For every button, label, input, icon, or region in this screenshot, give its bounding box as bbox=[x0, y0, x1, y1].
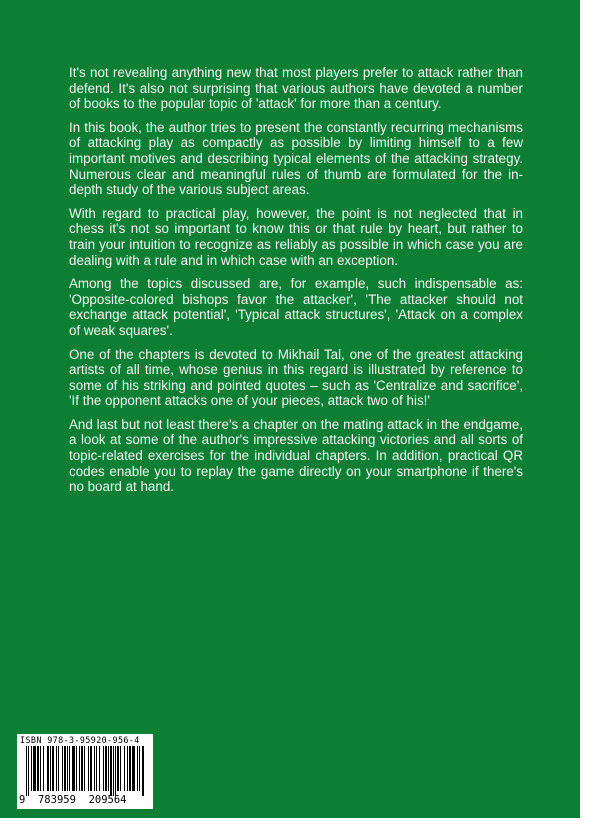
barcode-bar bbox=[110, 746, 112, 796]
barcode-bar bbox=[37, 746, 39, 791]
barcode-bar bbox=[103, 746, 104, 791]
barcode-bar bbox=[124, 746, 125, 791]
barcode-bar bbox=[67, 746, 68, 791]
barcode-bar bbox=[58, 746, 59, 791]
barcode-bar bbox=[64, 746, 66, 791]
barcode-bar bbox=[62, 746, 63, 791]
barcode-bar bbox=[69, 746, 70, 791]
barcode-bar bbox=[79, 746, 80, 791]
barcode-bar bbox=[117, 746, 119, 791]
ean-digit-first: 9 bbox=[19, 794, 26, 806]
page-margin-right bbox=[580, 0, 591, 827]
barcode-bar bbox=[72, 746, 75, 791]
barcode-bar bbox=[120, 746, 121, 791]
barcode-bar bbox=[94, 746, 95, 791]
barcode-bar bbox=[129, 746, 131, 791]
barcode-bar bbox=[105, 746, 107, 791]
blurb-paragraph-1: It's not revealing anything new that most players prefer to attack rather than defend. It's also not surprising that various authors have devoted a number of books to the popular topic of 'attack' for more than a century. bbox=[69, 65, 523, 112]
barcode-bar bbox=[108, 746, 109, 791]
ean-digits-right: 209564 bbox=[88, 794, 127, 806]
barcode-bar bbox=[139, 746, 140, 791]
barcode-bar bbox=[26, 746, 27, 796]
barcode-bar bbox=[81, 746, 83, 791]
barcode-bar bbox=[28, 746, 29, 796]
barcode-bar bbox=[52, 746, 54, 791]
barcode-bar bbox=[43, 746, 44, 791]
barcode-bar bbox=[31, 746, 32, 791]
barcode-bar bbox=[99, 746, 100, 791]
barcode-bar bbox=[47, 746, 49, 791]
barcode-bar bbox=[33, 746, 36, 791]
barcode-bar bbox=[90, 746, 92, 791]
barcode-bar bbox=[142, 746, 144, 796]
ean-digits-left: 783959 bbox=[37, 794, 76, 806]
blurb-paragraph-3: With regard to practical play, however, the point is not neglected that in chess it's not so important to know this or that rule by heart, but rather to train your intuition to recognize as reliably as possible in which case you are dealing with a rule and in which case with an exception. bbox=[69, 205, 523, 268]
isbn-barcode bbox=[17, 734, 153, 809]
barcode-bar bbox=[137, 746, 138, 791]
isbn-label: ISBN 978-3-95920-956-4 bbox=[20, 735, 140, 745]
barcode-bar bbox=[76, 746, 77, 791]
blurb-paragraph-5: One of the chapters is devoted to Mikhail Tal, one of the greatest attacking artists of all time, whose genius in this regard is illustrated by reference to some of his striking and pointed quotes – such as 'Centralize and sacrifice', 'If the opponent attacks one of your pieces, attack two of his!' bbox=[69, 346, 523, 409]
barcode-bar bbox=[88, 746, 89, 791]
barcode-bar bbox=[40, 746, 41, 791]
blurb-paragraph-2: In this book, the author tries to present the constantly recurring mechanisms of attacking play as compactly as possible by limiting himself to a few important motives and describing typical elements of the attacking strategy. Numerous clear and meaningful rules of thumb are formulated for the in-depth study of the various subject areas. bbox=[69, 119, 523, 198]
barcode-bar bbox=[127, 746, 128, 791]
barcode-bar bbox=[84, 746, 85, 791]
blurb-paragraph-4: Among the topics discussed are, for example, such indispensable as: 'Opposite-colored bishops favor the attacker', 'The attacker should not exchange attack potential', 'Typical attack structures', 'Attack on a complex of weak squares'. bbox=[69, 276, 523, 338]
barcode-bar bbox=[132, 746, 135, 791]
barcode-bar bbox=[115, 746, 116, 796]
page-margin-bottom bbox=[0, 818, 591, 827]
back-cover-blurb bbox=[69, 65, 523, 503]
barcode-bar bbox=[50, 746, 51, 791]
blurb-paragraph-6: And last but not least there's a chapter on the mating attack in the endgame, a look at some of the author's impressive attacking victories and all sorts of topic-related exercises for the individual chapters. In addition, practical QR codes enable you to replay the game directly on your smartphone if there's no board at hand. bbox=[69, 416, 523, 495]
ean-digits bbox=[19, 794, 127, 806]
barcode-bars-graphic bbox=[17, 746, 153, 796]
barcode-bar bbox=[96, 746, 97, 791]
barcode-bar bbox=[56, 746, 57, 791]
barcode-bar bbox=[113, 746, 114, 796]
